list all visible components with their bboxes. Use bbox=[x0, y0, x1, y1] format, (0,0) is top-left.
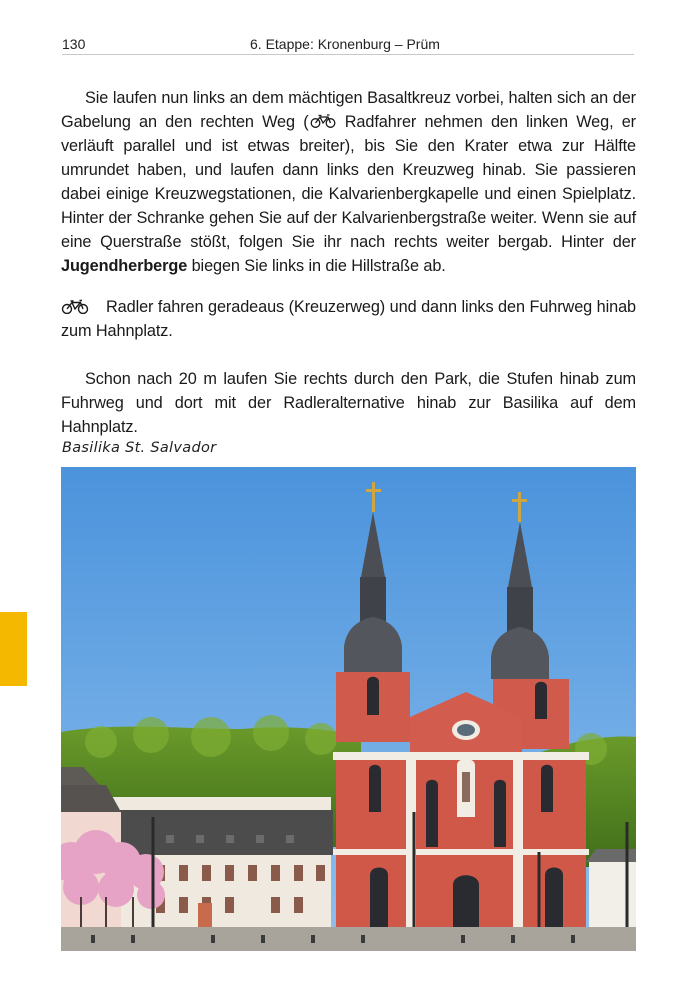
paragraph-route-part3: biegen Sie links in die Hillstraße ab. bbox=[187, 257, 446, 275]
paragraph-cyclists-text: Radler fahren geradeaus (Kreuzerweg) und dann links den Fuhrweg hinab zum Hahnplatz. bbox=[61, 298, 636, 340]
running-title: 6. Etappe: Kronenburg – Prüm bbox=[250, 36, 440, 52]
paragraph-park bbox=[61, 367, 636, 439]
basilica-photo bbox=[61, 467, 636, 951]
paragraph-route-part1: Sie laufen nun links an dem mächtigen Basaltkreuz vorbei, halten sich an der Gabelung an den rechten Weg ( bbox=[61, 89, 636, 131]
paragraph-park-text: Schon nach 20 m laufen Sie rechts durch den Park, die Stufen hinab zum Fuhrweg und dort mit der Radleralternative hinab zur Basilika auf dem Hahnplatz. bbox=[61, 370, 636, 436]
photo-caption: Basilika St. Salvador bbox=[62, 440, 217, 456]
bicycle-icon bbox=[310, 114, 336, 128]
bicycle-icon bbox=[61, 299, 89, 314]
page-header bbox=[62, 34, 634, 55]
paragraph-cyclists bbox=[61, 295, 636, 343]
chapter-tab-marker bbox=[0, 612, 27, 686]
jugendherberge-label: Jugendherberge bbox=[61, 257, 188, 275]
page-number: 130 bbox=[62, 36, 86, 52]
paragraph-route bbox=[61, 86, 636, 278]
paragraph-route-part2: Radfahrer nehmen den linken Weg, er verläuft parallel und ist etwas breiter), bis Sie den Krater etwa zur Hälfte umrundet haben, und laufen dann links den Kreuzweg hinab. Sie passieren dabei einige Kreuzwegstationen, die Kalvarienbergkapelle und einen Spielplatz. Hinter der Schranke gehen Sie auf der Kalvarienbergstraße weiter. Wenn sie auf eine Querstraße stößt, folgen Sie ihr nach rechts weiter bergab. Hinter der bbox=[61, 113, 637, 251]
